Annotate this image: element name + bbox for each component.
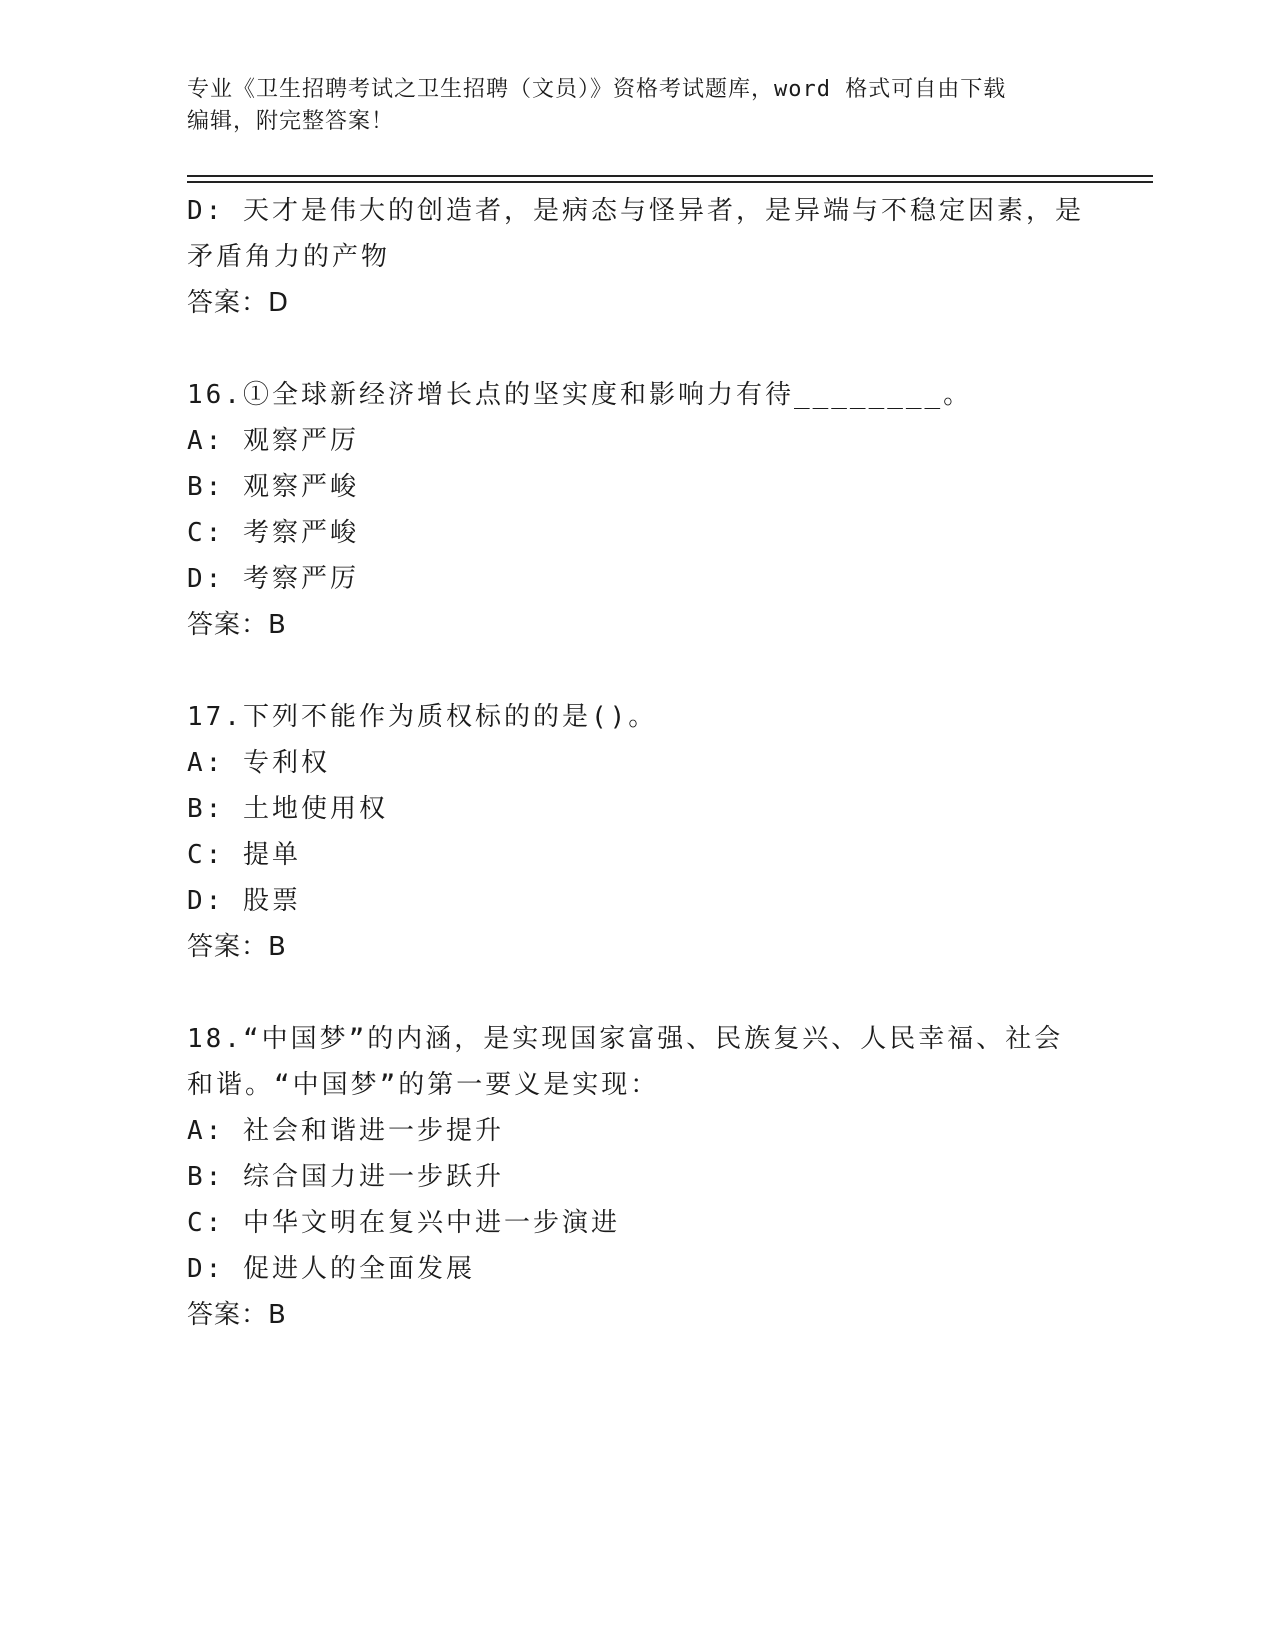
spacer: [187, 326, 1087, 372]
option-d-line-1: D: 天才是伟大的创造者，是病态与怪异者，是异端与不稳定因素，是: [187, 196, 1084, 226]
option-a: A: 观察严厉: [187, 426, 359, 456]
header-line-1: 专业《卫生招聘考试之卫生招聘（文员）》资格考试题库，word 格式可自由下载: [187, 77, 1007, 102]
option-b: B: 观察严峻: [187, 472, 359, 502]
question-18: [187, 1016, 1087, 1338]
header-divider-top: [187, 175, 1153, 177]
spacer: [187, 970, 1087, 1016]
option-d: D: 股票: [187, 886, 301, 916]
question-17: [187, 694, 1087, 970]
option-d: D: 考察严厉: [187, 564, 359, 594]
option-c: C: 考察严峻: [187, 518, 359, 548]
answer: 答案：D: [187, 288, 290, 318]
option-c: C: 中华文明在复兴中进一步演进: [187, 1208, 620, 1238]
header-divider-bottom: [187, 181, 1153, 183]
option-b: B: 土地使用权: [187, 794, 388, 824]
option-d-line-2: 矛盾角力的产物: [187, 242, 391, 272]
answer: 答案：B: [187, 1300, 287, 1330]
question-15-continued: [187, 188, 1087, 326]
option-a: A: 专利权: [187, 748, 330, 778]
question-stem-line-1: 18.“中国梦”的内涵，是实现国家富强、民族复兴、人民幸福、社会: [187, 1024, 1064, 1054]
answer: 答案：B: [187, 932, 287, 962]
question-stem: 16.①全球新经济增长点的坚实度和影响力有待________。: [187, 380, 973, 410]
header-line-2: 编辑，附完整答案！: [187, 109, 395, 134]
spacer: [187, 648, 1087, 694]
document-header: [187, 74, 1067, 138]
option-a: A: 社会和谐进一步提升: [187, 1116, 504, 1146]
question-stem-line-2: 和谐。“中国梦”的第一要义是实现：: [187, 1070, 660, 1100]
option-c: C: 提单: [187, 840, 301, 870]
option-d: D: 促进人的全面发展: [187, 1254, 475, 1284]
question-list: [187, 188, 1087, 1338]
question-16: [187, 372, 1087, 648]
option-b: B: 综合国力进一步跃升: [187, 1162, 504, 1192]
question-stem: 17.下列不能作为质权标的的是()。: [187, 702, 658, 732]
answer: 答案：B: [187, 610, 287, 640]
